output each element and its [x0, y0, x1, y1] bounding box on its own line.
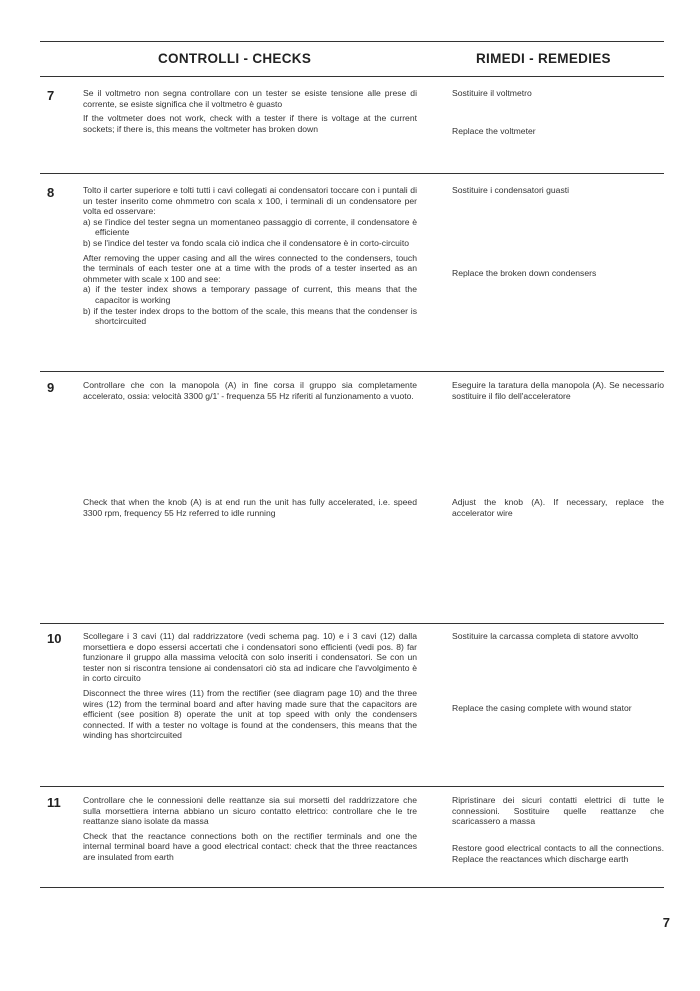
check-item-en-a: a) if the tester index shows a temporary passage of current, this means that the capacitor is working [83, 284, 417, 305]
row-number: 11 [47, 795, 61, 810]
remedy-text-en: Restore good electrical contacts to all the connections. Replace the reactances which discharge earth [452, 843, 664, 864]
remedy-11 [452, 795, 664, 831]
bottom-rule [40, 887, 664, 888]
remedy-text-it: Ripristinare dei sicuri contatti elettrici di tutte le connessioni. Sostituire quelle reattanze che scaricassero a massa [452, 795, 664, 827]
row-number: 7 [47, 88, 55, 103]
check-text-en: Check that when the knob (A) is at end run the unit has fully accelerated, i.e. speed 3300 rpm, frequency 55 Hz referred to idle running [83, 497, 417, 518]
row-separator [40, 173, 664, 174]
row-number: 10 [47, 631, 62, 646]
row-separator [40, 786, 664, 787]
check-text-it: Scollegare i 3 cavi (11) dal raddrizzatore (vedi schema pag. 10) e i 3 cavi (12) dalla morsettiera e dopo essersi accertati che i condensatori sono efficienti (vedi pos. 8) far funzionare il gruppo alla massima velocità con solo inseriti i condensatori. Se con un tester non si riscontra tensione ai condensatori ciò sta ad indicare che l'avvolgimento è in corto circuito [83, 631, 417, 684]
remedy-9 [452, 380, 664, 405]
check-text-it: Se il voltmetro non segna controllare con un tester se esiste tensione alle prese di corrente, se esiste significa che il voltmetro è guasto [83, 88, 417, 109]
remedy-text-en: Replace the casing complete with wound stator [452, 703, 632, 713]
check-text-en: If the voltmeter does not work, check with a tester if there is voltage at the current sockets; if there is, this means the voltmeter has broken down [83, 113, 417, 134]
header-bottom-rule [40, 76, 664, 77]
check-item-en-b: b) if the tester index drops to the bottom of the scale, this means that the condenser is shortcircuited [83, 305, 417, 327]
check-text-en: After removing the upper casing and all the wires connected to the condensers, touch the terminals of each tester one at a time with the prods of a tester inserted as an ohmmeter with scale x 100 and see: [83, 252, 417, 284]
remedy-11-en [452, 843, 664, 868]
check-item-it-b: b) se l'indice del tester va fondo scala ciò indica che il condensatore è in corto-circuito [83, 237, 409, 248]
checks-column-heading: CONTROLLI - CHECKS [158, 51, 312, 66]
row-separator [40, 623, 664, 624]
check-text-it: Controllare che le connessioni delle reattanze sia sui morsetti del raddrizzatore che sulla morsettiera interna abbiano un sicuro contatto elettrico: controllare che le tre reattanze siano isolate da massa [83, 795, 417, 827]
remedy-8-en [452, 268, 664, 283]
check-8 [83, 185, 417, 327]
check-7 [83, 88, 417, 138]
remedy-text-it: Sostituire il voltmetro [452, 88, 532, 98]
check-text-en: Check that the reactance connections both on the rectifier terminals and one the internal terminal board have a good electrical contact: check that the three reactances are insulated from earth [83, 830, 417, 862]
row-separator [40, 371, 664, 372]
check-text-en: Disconnect the three wires (11) from the rectifier (see diagram page 10) and the three wires (12) from the terminal board and after having made sure that the capacitors are efficient (see position 8) operate the unit at top speed with only the condensers connected. If with a tester no voltage is found at the condensers, this means that the winding has shortcircuited [83, 687, 417, 741]
check-text-it: Controllare che con la manopola (A) in fine corsa il gruppo sia completamente accelerato, ossia: velocità 3300 g/1' - frequenza 55 Hz riferiti al funzionamento a vuoto. [83, 380, 417, 401]
row-number: 9 [47, 380, 55, 395]
remedy-text-it: Eseguire la taratura della manopola (A). Se necessario sostituire il filo dell'acceleratore [452, 380, 664, 401]
remedy-7-en [452, 126, 664, 141]
remedy-9-en [452, 497, 664, 522]
remedy-10 [452, 631, 664, 646]
remedy-10-en [452, 703, 664, 718]
check-text-it: Tolto il carter superiore e tolti tutti i cavi collegati ai condensatori toccare con i puntali di un tester inserito come ohmmetro con scala x 100, i terminali di un condensatore per volta ed osservare: [83, 185, 417, 217]
check-9-en [83, 497, 417, 522]
remedy-7 [452, 88, 664, 103]
page-number: 7 [662, 915, 670, 930]
remedies-column-heading: RIMEDI - REMEDIES [476, 51, 611, 66]
remedy-8 [452, 185, 664, 200]
top-rule [40, 41, 664, 42]
check-11 [83, 795, 417, 867]
check-item-it-a: a) se l'indice del tester segna un momentaneo passaggio di corrente, il condensatore è efficiente [83, 216, 417, 238]
remedy-text-en: Adjust the knob (A). If necessary, replace the accelerator wire [452, 497, 664, 518]
check-10 [83, 631, 417, 745]
remedy-text-it: Sostituire i condensatori guasti [452, 185, 570, 195]
remedy-text-it: Sostituire la carcassa completa di statore avvolto [452, 631, 639, 641]
check-9 [83, 380, 417, 405]
row-number: 8 [47, 185, 55, 200]
remedy-text-en: Replace the voltmeter [452, 126, 536, 136]
remedy-text-en: Replace the broken down condensers [452, 268, 597, 278]
